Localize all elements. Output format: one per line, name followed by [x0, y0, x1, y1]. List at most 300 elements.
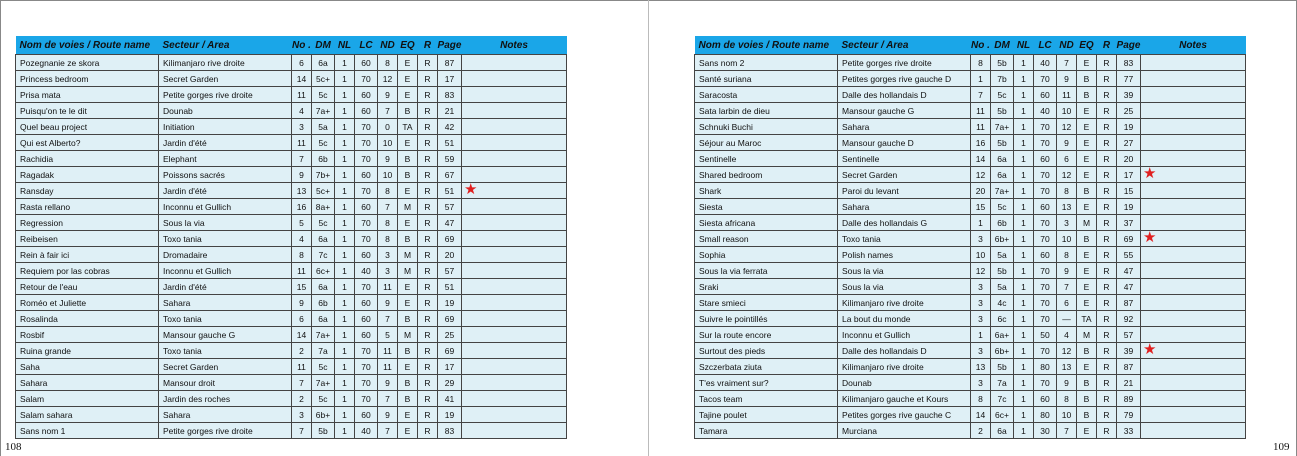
cell-nd: 11 — [1057, 87, 1077, 103]
cell-page: 83 — [438, 423, 462, 439]
cell-nd: 10 — [1057, 103, 1077, 119]
cell-eq: B — [398, 391, 418, 407]
cell-sector: Inconnu et Gullich — [159, 199, 292, 215]
cell-page: 19 — [1117, 119, 1141, 135]
cell-name: Sophia — [695, 247, 838, 263]
cell-page: 57 — [438, 263, 462, 279]
cell-eq: B — [1077, 343, 1097, 359]
cell-dm: 6b — [312, 151, 335, 167]
cell-nl: 1 — [335, 343, 355, 359]
cell-page: 92 — [1117, 311, 1141, 327]
cell-lc: 70 — [1034, 135, 1057, 151]
cell-sector: Petite gorges rive droite — [159, 423, 292, 439]
table-row — [695, 199, 1246, 215]
cell-sector: Mansour gauche G — [159, 327, 292, 343]
table-row — [16, 55, 567, 71]
cell-r: R — [418, 119, 438, 135]
cell-r: R — [1097, 407, 1117, 423]
cell-name: Sahara — [16, 375, 159, 391]
cell-nl: 1 — [1014, 151, 1034, 167]
cell-dm: 5b — [991, 135, 1014, 151]
cell-nd: 13 — [1057, 359, 1077, 375]
cell-no: 15 — [292, 279, 312, 295]
cell-r: R — [1097, 375, 1117, 391]
cell-lc: 40 — [1034, 103, 1057, 119]
cell-lc: 30 — [1034, 423, 1057, 439]
cell-notes — [1141, 71, 1246, 87]
cell-nd: 9 — [378, 295, 398, 311]
cell-r: R — [1097, 135, 1117, 151]
cell-sector: Sahara — [159, 295, 292, 311]
cell-no: 3 — [971, 279, 991, 295]
cell-name: Prisa mata — [16, 87, 159, 103]
cell-lc: 70 — [355, 375, 378, 391]
cell-nl: 1 — [1014, 119, 1034, 135]
cell-notes — [462, 375, 567, 391]
cell-lc: 80 — [1034, 407, 1057, 423]
cell-name: Retour de l'eau — [16, 279, 159, 295]
cell-sector: Toxo tania — [159, 311, 292, 327]
cell-lc: 70 — [1034, 167, 1057, 183]
cell-dm: 4c — [991, 295, 1014, 311]
cell-sector: Inconnu et Gullich — [159, 263, 292, 279]
cell-page: 20 — [1117, 151, 1141, 167]
cell-notes — [462, 135, 567, 151]
cell-r: R — [418, 199, 438, 215]
cell-nd: 11 — [378, 279, 398, 295]
cell-no: 8 — [292, 247, 312, 263]
cell-sector: Kilimanjaro rive droite — [159, 55, 292, 71]
cell-dm: 6a — [312, 311, 335, 327]
cell-notes — [462, 359, 567, 375]
cell-name: T'es vraiment sur? — [695, 375, 838, 391]
cell-no: 14 — [292, 327, 312, 343]
cell-eq: B — [1077, 231, 1097, 247]
cell-eq: B — [398, 375, 418, 391]
cell-lc: 70 — [355, 135, 378, 151]
cell-dm: 6b — [312, 295, 335, 311]
cell-nl: 1 — [335, 247, 355, 263]
table-row — [16, 87, 567, 103]
cell-sector: Initiation — [159, 119, 292, 135]
cell-sector: Kilimanjaro gauche et Kours — [838, 391, 971, 407]
cell-no: 3 — [292, 119, 312, 135]
cell-nd: 7 — [378, 103, 398, 119]
table-row — [695, 55, 1246, 71]
cell-nl: 1 — [1014, 391, 1034, 407]
cell-no: 14 — [292, 71, 312, 87]
cell-notes — [462, 215, 567, 231]
cell-page: 15 — [1117, 183, 1141, 199]
cell-eq: E — [1077, 279, 1097, 295]
cell-name: Reibeisen — [16, 231, 159, 247]
cell-no: 11 — [292, 359, 312, 375]
cell-eq: E — [398, 55, 418, 71]
cell-r: R — [418, 407, 438, 423]
cell-r: R — [418, 215, 438, 231]
cell-no: 6 — [292, 311, 312, 327]
cell-eq: E — [1077, 359, 1097, 375]
cell-no: 16 — [971, 135, 991, 151]
col-header-page: Page — [438, 36, 462, 55]
cell-nl: 1 — [335, 55, 355, 71]
col-header-eq: EQ — [1077, 36, 1097, 55]
cell-name: Siesta africana — [695, 215, 838, 231]
table-row — [695, 375, 1246, 391]
cell-dm: 7a — [991, 375, 1014, 391]
cell-eq: B — [398, 151, 418, 167]
cell-nl: 1 — [1014, 167, 1034, 183]
cell-nl: 1 — [1014, 135, 1034, 151]
cell-sector: Secret Garden — [838, 167, 971, 183]
cell-no: 9 — [292, 295, 312, 311]
cell-name: Rasta rellano — [16, 199, 159, 215]
cell-lc: 40 — [1034, 55, 1057, 71]
cell-nl: 1 — [1014, 407, 1034, 423]
cell-nd: 9 — [378, 407, 398, 423]
cell-nl: 1 — [1014, 327, 1034, 343]
col-header-r: R — [418, 36, 438, 55]
cell-nl: 1 — [1014, 279, 1034, 295]
cell-nd: 8 — [1057, 183, 1077, 199]
table-row — [695, 87, 1246, 103]
cell-name: Rosbif — [16, 327, 159, 343]
cell-sector: Mansour gauche G — [838, 103, 971, 119]
table-row — [695, 151, 1246, 167]
cell-nl: 1 — [335, 119, 355, 135]
cell-nl: 1 — [335, 375, 355, 391]
cell-page: 17 — [438, 71, 462, 87]
cell-sector: La bout du monde — [838, 311, 971, 327]
cell-lc: 60 — [1034, 199, 1057, 215]
cell-r: R — [418, 151, 438, 167]
cell-notes — [1141, 295, 1246, 311]
cell-eq: E — [1077, 167, 1097, 183]
cell-nl: 1 — [335, 183, 355, 199]
table-row — [695, 119, 1246, 135]
col-header-notes: Notes — [462, 36, 567, 55]
cell-name: Requiem por las cobras — [16, 263, 159, 279]
cell-nl: 1 — [1014, 103, 1034, 119]
cell-eq: M — [398, 327, 418, 343]
cell-lc: 40 — [355, 263, 378, 279]
table-row — [16, 119, 567, 135]
cell-r: R — [1097, 247, 1117, 263]
cell-lc: 60 — [355, 311, 378, 327]
cell-notes — [1141, 311, 1246, 327]
cell-eq: B — [398, 103, 418, 119]
cell-nd: 11 — [378, 359, 398, 375]
cell-eq: B — [398, 343, 418, 359]
cell-page: 17 — [438, 359, 462, 375]
cell-lc: 60 — [355, 55, 378, 71]
cell-notes — [462, 71, 567, 87]
cell-nd: 6 — [1057, 295, 1077, 311]
cell-name: Salam sahara — [16, 407, 159, 423]
cell-r: R — [418, 359, 438, 375]
cell-notes — [1141, 103, 1246, 119]
cell-name: Rein à fair ici — [16, 247, 159, 263]
table-row — [16, 183, 567, 199]
cell-page: 47 — [1117, 279, 1141, 295]
cell-no: 1 — [971, 215, 991, 231]
cell-eq: M — [1077, 327, 1097, 343]
cell-eq: B — [398, 167, 418, 183]
cell-name: Santé suriana — [695, 71, 838, 87]
cell-nl: 1 — [335, 263, 355, 279]
cell-dm: 6c+ — [312, 263, 335, 279]
cell-no: 13 — [292, 183, 312, 199]
cell-dm: 6b+ — [991, 231, 1014, 247]
routes-table-right — [694, 36, 1246, 439]
cell-lc: 70 — [1034, 279, 1057, 295]
cell-no: 13 — [971, 359, 991, 375]
cell-r: R — [418, 311, 438, 327]
cell-name: Sraki — [695, 279, 838, 295]
cell-nd: 11 — [378, 343, 398, 359]
cell-name: Princess bedroom — [16, 71, 159, 87]
cell-eq: E — [1077, 103, 1097, 119]
cell-lc: 70 — [1034, 119, 1057, 135]
cell-name: Sous la via ferrata — [695, 263, 838, 279]
col-header-page: Page — [1117, 36, 1141, 55]
cell-no: 2 — [292, 343, 312, 359]
cell-dm: 5b — [312, 423, 335, 439]
cell-lc: 60 — [1034, 247, 1057, 263]
cell-r: R — [418, 55, 438, 71]
cell-nl: 1 — [335, 407, 355, 423]
cell-no: 11 — [292, 87, 312, 103]
cell-dm: 6c — [991, 311, 1014, 327]
cell-r: R — [1097, 55, 1117, 71]
cell-page: 51 — [438, 279, 462, 295]
cell-dm: 5c — [312, 135, 335, 151]
cell-sector: Polish names — [838, 247, 971, 263]
cell-r: R — [1097, 215, 1117, 231]
cell-lc: 60 — [355, 295, 378, 311]
cell-notes — [462, 311, 567, 327]
cell-lc: 70 — [355, 215, 378, 231]
cell-dm: 6a — [991, 423, 1014, 439]
cell-name: Siesta — [695, 199, 838, 215]
cell-sector: Sentinelle — [838, 151, 971, 167]
cell-nl: 1 — [1014, 87, 1034, 103]
cell-eq: B — [1077, 375, 1097, 391]
cell-eq: B — [1077, 391, 1097, 407]
cell-eq: E — [398, 279, 418, 295]
cell-dm: 7a+ — [991, 119, 1014, 135]
cell-notes — [1141, 375, 1246, 391]
cell-dm: 5c — [991, 87, 1014, 103]
cell-sector: Toxo tania — [159, 343, 292, 359]
cell-notes — [1141, 183, 1246, 199]
cell-notes — [1141, 343, 1246, 359]
cell-name: Szczerbata ziuta — [695, 359, 838, 375]
cell-name: Schnuki Buchi — [695, 119, 838, 135]
cell-eq: B — [398, 231, 418, 247]
cell-nl: 1 — [1014, 311, 1034, 327]
cell-no: 16 — [292, 199, 312, 215]
cell-lc: 70 — [355, 71, 378, 87]
cell-nl: 1 — [1014, 55, 1034, 71]
cell-lc: 60 — [355, 167, 378, 183]
cell-lc: 60 — [355, 327, 378, 343]
cell-no: 8 — [971, 391, 991, 407]
cell-nl: 1 — [1014, 199, 1034, 215]
cell-r: R — [1097, 71, 1117, 87]
cell-name: Suivre le pointillés — [695, 311, 838, 327]
cell-name: Regression — [16, 215, 159, 231]
col-header-nd: ND — [378, 36, 398, 55]
cell-r: R — [1097, 167, 1117, 183]
cell-sector: Paroi du levant — [838, 183, 971, 199]
cell-r: R — [418, 167, 438, 183]
cell-page: 67 — [438, 167, 462, 183]
cell-page: 69 — [438, 343, 462, 359]
cell-name: Tamara — [695, 423, 838, 439]
cell-name: Rachidia — [16, 151, 159, 167]
cell-r: R — [418, 375, 438, 391]
cell-name: Saracosta — [695, 87, 838, 103]
table-row — [16, 167, 567, 183]
cell-lc: 70 — [355, 183, 378, 199]
cell-nd: 7 — [378, 199, 398, 215]
cell-name: Shared bedroom — [695, 167, 838, 183]
cell-dm: 7a+ — [991, 183, 1014, 199]
cell-sector: Sahara — [838, 199, 971, 215]
cell-lc: 60 — [355, 199, 378, 215]
cell-page: 39 — [1117, 87, 1141, 103]
cell-dm: 6a — [991, 167, 1014, 183]
star-icon: ★ — [1143, 342, 1157, 358]
col-header-nl: NL — [335, 36, 355, 55]
cell-eq: E — [398, 215, 418, 231]
table-row — [16, 103, 567, 119]
cell-nd: 7 — [1057, 279, 1077, 295]
cell-dm: 5c — [312, 359, 335, 375]
cell-lc: 60 — [355, 87, 378, 103]
cell-lc: 70 — [1034, 263, 1057, 279]
cell-eq: E — [1077, 199, 1097, 215]
cell-nd: 9 — [1057, 135, 1077, 151]
cell-nd: 8 — [1057, 247, 1077, 263]
cell-nd: 9 — [378, 87, 398, 103]
cell-nd: 7 — [378, 391, 398, 407]
cell-nl: 1 — [1014, 247, 1034, 263]
cell-page: 19 — [438, 407, 462, 423]
table-row — [16, 343, 567, 359]
col-header-no: No . — [971, 36, 991, 55]
table-row — [695, 215, 1246, 231]
cell-r: R — [1097, 199, 1117, 215]
cell-page: 57 — [438, 199, 462, 215]
cell-sector: Dounab — [838, 375, 971, 391]
col-header-eq: EQ — [398, 36, 418, 55]
cell-nd: 4 — [1057, 327, 1077, 343]
cell-lc: 60 — [1034, 151, 1057, 167]
cell-lc: 60 — [1034, 87, 1057, 103]
cell-eq: B — [398, 311, 418, 327]
cell-sector: Dalle des hollandais D — [838, 87, 971, 103]
cell-nd: 9 — [1057, 375, 1077, 391]
cell-eq: B — [1077, 71, 1097, 87]
cell-notes — [462, 119, 567, 135]
cell-dm: 7b+ — [312, 167, 335, 183]
cell-nl: 1 — [335, 231, 355, 247]
cell-sector: Dromadaire — [159, 247, 292, 263]
cell-notes — [1141, 247, 1246, 263]
cell-notes — [1141, 407, 1246, 423]
cell-page: 51 — [438, 135, 462, 151]
table-row — [16, 199, 567, 215]
cell-page: 29 — [438, 375, 462, 391]
table-row — [695, 135, 1246, 151]
cell-lc: 60 — [355, 247, 378, 263]
cell-lc: 70 — [355, 343, 378, 359]
cell-notes — [1141, 279, 1246, 295]
table-row — [695, 311, 1246, 327]
right-page — [694, 36, 1246, 439]
cell-no: 12 — [971, 167, 991, 183]
cell-nd: — — [1057, 311, 1077, 327]
cell-page: 83 — [438, 87, 462, 103]
cell-sector: Toxo tania — [159, 231, 292, 247]
cell-page: 33 — [1117, 423, 1141, 439]
cell-r: R — [418, 231, 438, 247]
cell-no: 11 — [292, 135, 312, 151]
table-row — [16, 423, 567, 439]
table-row — [16, 247, 567, 263]
cell-r: R — [418, 279, 438, 295]
cell-name: Ragadak — [16, 167, 159, 183]
star-icon: ★ — [1143, 230, 1157, 246]
cell-no: 7 — [292, 423, 312, 439]
cell-lc: 70 — [1034, 71, 1057, 87]
table-row — [16, 151, 567, 167]
cell-no: 3 — [292, 407, 312, 423]
cell-dm: 5c — [991, 199, 1014, 215]
cell-lc: 70 — [355, 359, 378, 375]
cell-nl: 1 — [335, 103, 355, 119]
cell-nd: 12 — [1057, 343, 1077, 359]
col-header-nd: ND — [1057, 36, 1077, 55]
cell-name: Shark — [695, 183, 838, 199]
cell-lc: 70 — [1034, 215, 1057, 231]
cell-eq: E — [1077, 423, 1097, 439]
cell-name: Séjour au Maroc — [695, 135, 838, 151]
cell-name: Sentinelle — [695, 151, 838, 167]
cell-sector: Mansour droit — [159, 375, 292, 391]
cell-nl: 1 — [1014, 183, 1034, 199]
cell-nl: 1 — [335, 135, 355, 151]
cell-dm: 6b+ — [312, 407, 335, 423]
cell-no: 3 — [971, 375, 991, 391]
cell-lc: 70 — [1034, 343, 1057, 359]
cell-nl: 1 — [1014, 359, 1034, 375]
cell-sector: Jardin d'été — [159, 135, 292, 151]
cell-lc: 70 — [1034, 295, 1057, 311]
cell-notes — [462, 263, 567, 279]
col-header-nl: NL — [1014, 36, 1034, 55]
cell-eq: TA — [398, 119, 418, 135]
cell-eq: M — [398, 263, 418, 279]
cell-nd: 8 — [378, 231, 398, 247]
cell-notes — [462, 343, 567, 359]
cell-sector: Petites gorges rive gauche C — [838, 407, 971, 423]
cell-notes — [1141, 119, 1246, 135]
col-header-name: Nom de voies / Route name — [695, 36, 838, 55]
cell-r: R — [418, 295, 438, 311]
